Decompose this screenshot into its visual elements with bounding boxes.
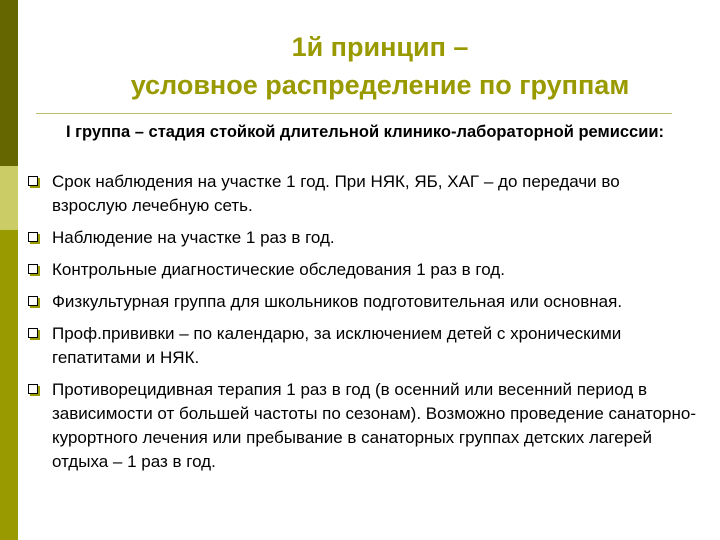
bullet-text: Проф.прививки – по календарю, за исключением детей с хроническими гепатитами и НЯК. — [52, 324, 622, 367]
left-bar-segment-dark — [0, 0, 18, 166]
left-decorative-bar — [0, 0, 18, 540]
list-item — [28, 226, 698, 250]
slide-title — [60, 28, 700, 104]
list-item — [28, 378, 698, 474]
hollow-square-bullet-icon — [28, 296, 38, 306]
hollow-square-bullet-icon — [28, 328, 38, 338]
bullet-text: Физкультурная группа для школьников подготовительная или основная. — [52, 292, 623, 311]
list-item — [28, 170, 698, 218]
slide-title-line1: 1й принцип – — [291, 32, 469, 62]
left-bar-segment-olive — [0, 230, 18, 540]
bullet-text: Контрольные диагностические обследования 1 раз в год. — [52, 260, 505, 279]
bullet-text: Наблюдение на участке 1 раз в год. — [52, 228, 335, 247]
left-bar-segment-light — [0, 166, 18, 230]
list-item — [28, 290, 698, 314]
list-item — [28, 258, 698, 282]
slide-subtitle: I группа – стадия стойкой длительной клинико-лабораторной ремиссии: — [66, 123, 664, 141]
bullet-text: Противорецидивная терапия 1 раз в год (в осенний или весенний период в зависимости от большей частоты по сезонам). Возможно проведение санаторно-курортного лечения или пребывание в санаторных группах детских лагерей отдыха – 1 раз в год. — [52, 380, 696, 471]
bullet-text: Срок наблюдения на участке 1 год. При НЯК, ЯБ, ХАГ – до передачи во взрослую лечебную сеть. — [52, 172, 620, 215]
list-item — [28, 322, 698, 370]
bullet-list — [28, 170, 698, 482]
slide-title-line2: условное распределение по группам — [130, 70, 630, 100]
hollow-square-bullet-icon — [28, 264, 38, 274]
hollow-square-bullet-icon — [28, 176, 38, 186]
hollow-square-bullet-icon — [28, 232, 38, 242]
hollow-square-bullet-icon — [28, 384, 38, 394]
title-divider — [36, 113, 672, 114]
